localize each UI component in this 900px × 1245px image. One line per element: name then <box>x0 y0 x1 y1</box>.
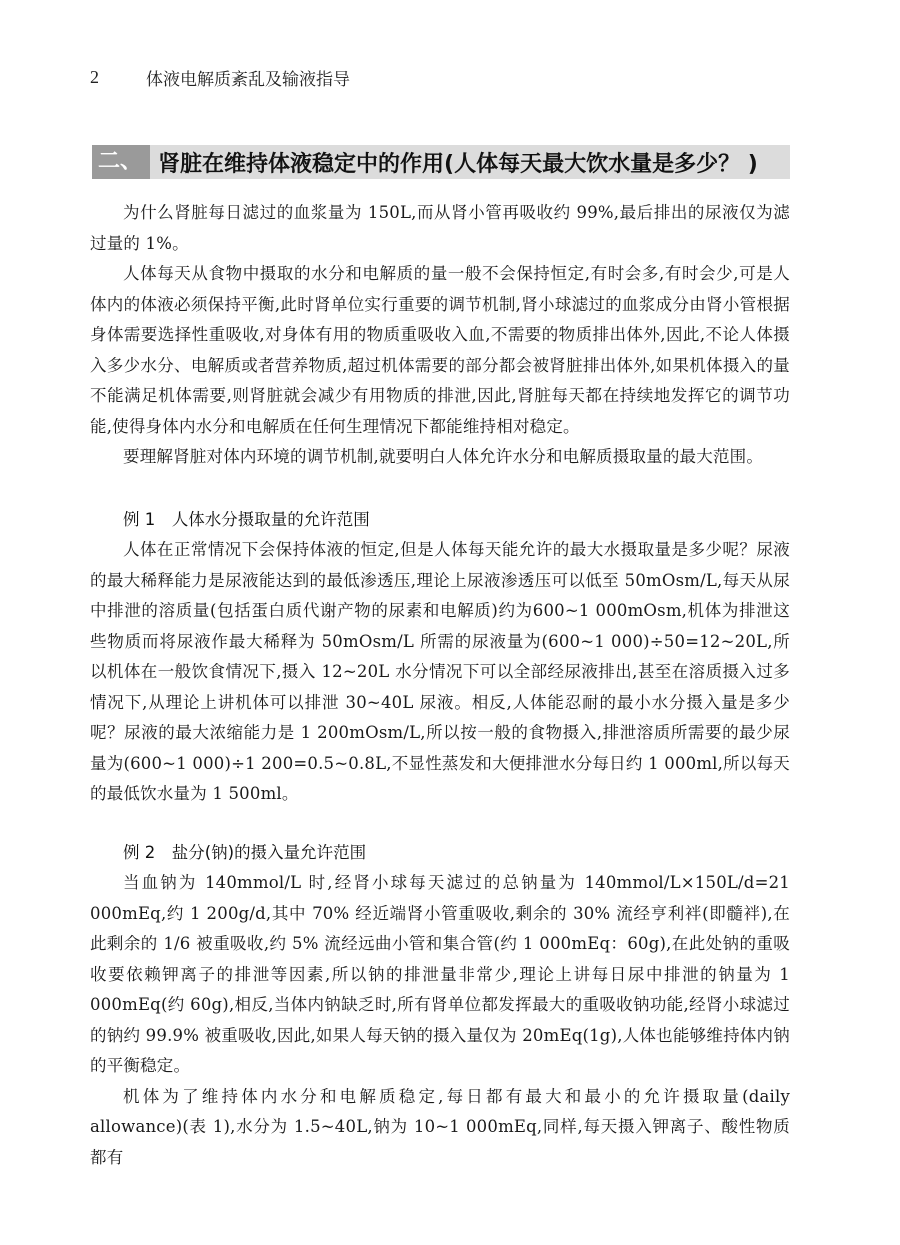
example-2-text: 当血钠为 140mmol/L 时,经肾小球每天滤过的总钠量为 140mmol/L×150L/d=21 000mEq,约 1 200g/d,其中 70% 经近端肾小管重吸收,剩余的 30% 流经亨利袢(即髓袢),在此剩余的 1/6 被重吸收,约 5% 流经远曲小管和集合管(约 1 000mEq：60g),在此处钠的重吸收要依赖钾离子的排泄等因素,所以钠的排泄量非常少,理论上讲每日尿中排泄的钠量为 1 000mEq(约 60g),相反,当体内钠缺乏时,所有肾单位都发挥最大的重吸收钠功能,经肾小球滤过的钠约 99.9% 被重吸收,因此,如果人每天钠的摄入量仅为 20mEq(1g),人体也能够维持体内钠的平衡稳定。 <box>90 873 790 1075</box>
example-2-title: 例 2 盐分(钠)的摄入量允许范围 <box>123 842 367 862</box>
running-head <box>90 62 810 92</box>
body-text <box>90 198 790 1173</box>
book-title: 体液电解质紊乱及输液指导 <box>146 69 350 90</box>
example-1-title: 例 1 人体水分摄取量的允许范围 <box>123 509 370 529</box>
section-heading <box>92 145 790 179</box>
closing-paragraph: 机体为了维持体内水分和电解质稳定,每日都有最大和最小的允许摄取量(daily allowance)(表 1),水分为 1.5~40L,钠为 10~1 000mEq,同样,每天摄入钾离子、酸性物质都有 <box>90 1086 790 1167</box>
section-title: 肾脏在维持体液稳定中的作用(人体每天最大饮水量是多少？ ) <box>158 151 758 177</box>
section-number: 二、 <box>92 145 150 179</box>
spacer <box>90 810 790 838</box>
paragraph-2: 人体每天从食物中摄取的水分和电解质的量一般不会保持恒定,有时会多,有时会少,可是人体内的体液必须保持平衡,此时肾单位实行重要的调节机制,肾小球滤过的血浆成分由肾小管根据身体需要选择性重吸收,对身体有用的物质重吸收入血,不需要的物质排出体外,因此,不论人体摄入多少水分、电解质或者营养物质,超过机体需要的部分都会被肾脏排出体外,如果机体摄入的量不能满足机体需要,则肾脏就会减少有用物质的排泄,因此,肾脏每天都在持续地发挥它的调节功能,使得身体内水分和电解质在任何生理情况下都能维持相对稳定。 <box>90 264 790 436</box>
paragraph-1: 为什么肾脏每日滤过的血浆量为 150L,而从肾小管再吸收约 99%,最后排出的尿液仅为滤过量的 1%。 <box>90 203 790 253</box>
paragraph-3: 要理解肾脏对体内环境的调节机制,就要明白人体允许水分和电解质摄取量的最大范围。 <box>123 447 764 466</box>
page-number: 2 <box>90 66 99 87</box>
spacer <box>90 473 790 505</box>
example-1-text: 人体在正常情况下会保持体液的恒定,但是人体每天能允许的最大水摄取量是多少呢？尿液的最大稀释能力是尿液能达到的最低渗透压,理论上尿液渗透压可以低至 50mOsm/L,每天从尿中排泄的溶质量(包括蛋白质代谢产物的尿素和电解质)约为600~1 000mOsm,机体为排泄这些物质而将尿液作最大稀释为 50mOsm/L 所需的尿液量为(600~1 000)÷50=12~20L,所以机体在一般饮食情况下,摄入 12~20L 水分情况下可以全部经尿液排出,甚至在溶质摄入过多情况下,从理论上讲机体可以排泄 30~40L 尿液。相反,人体能忍耐的最小水分摄入量是多少呢？尿液的最大浓缩能力是 1 200mOsm/L,所以按一般的食物摄入,排泄溶质所需要的最少尿量为(600~1 000)÷1 200=0.5~0.8L,不显性蒸发和大便排泄水分每日约 1 000ml,所以每天的最低饮水量为 1 500ml。 <box>90 540 790 803</box>
